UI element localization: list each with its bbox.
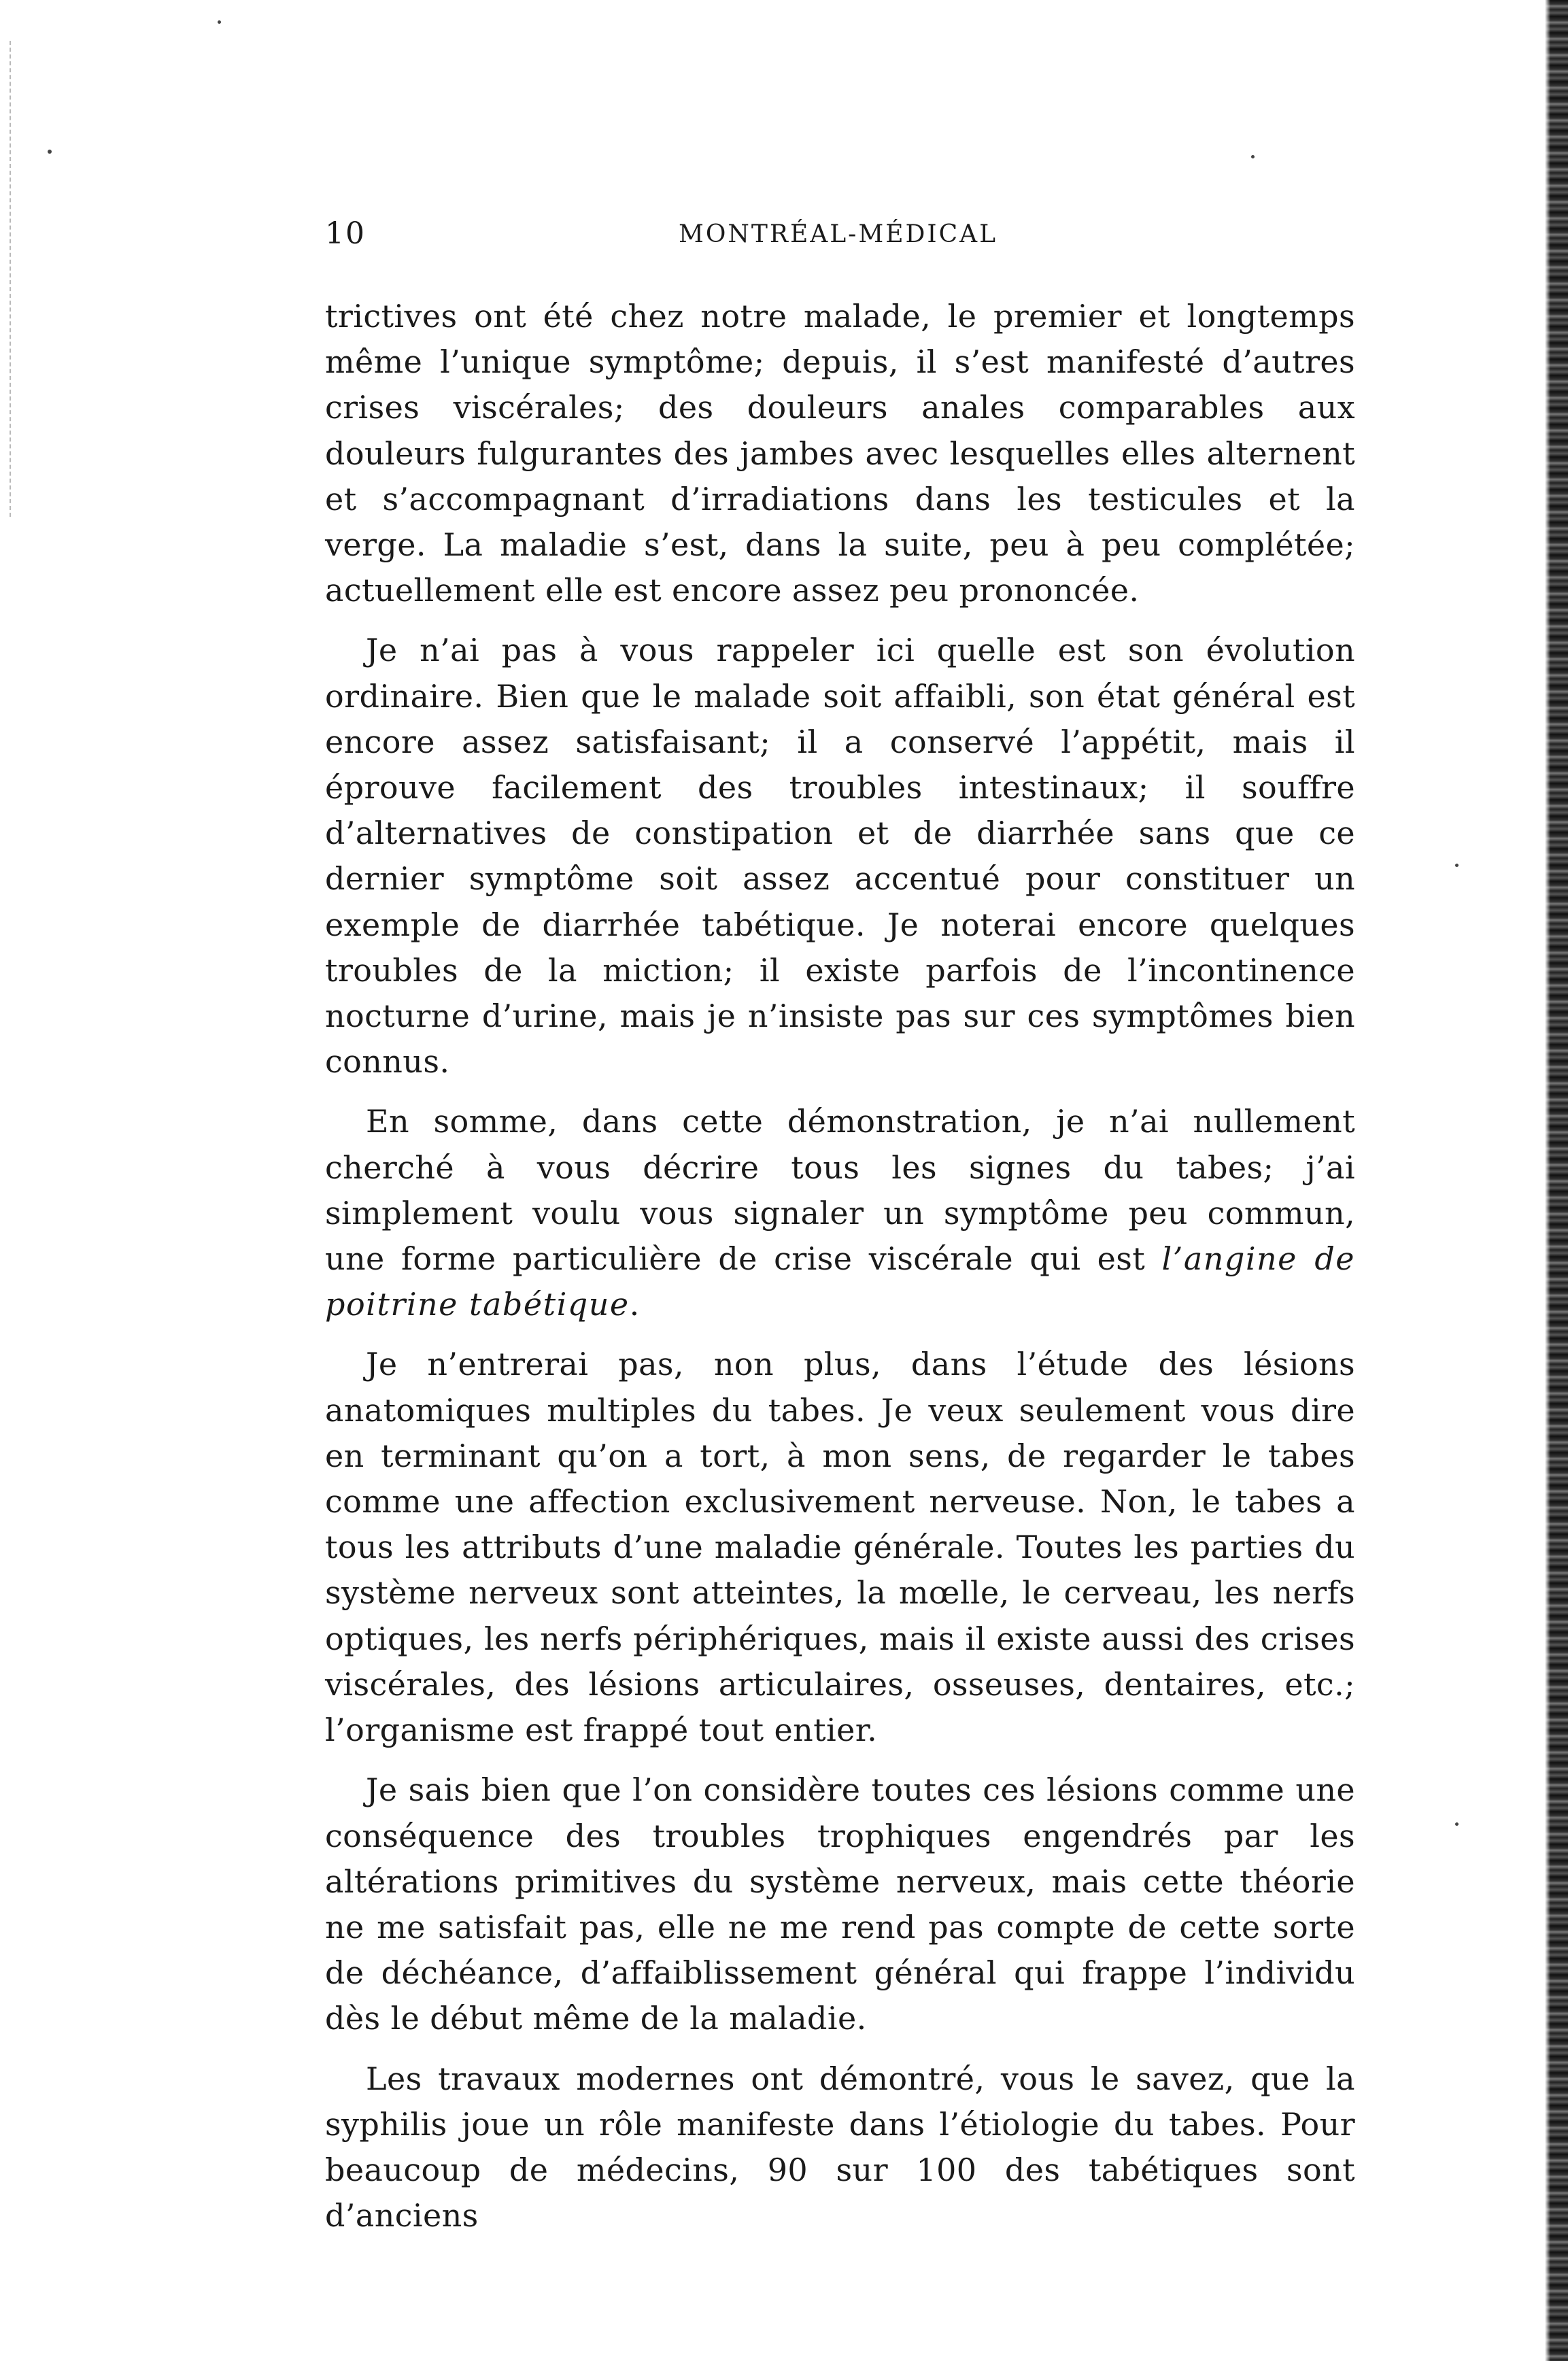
- paragraph-5: Je sais bien que l’on considère toutes ces lésions comme une conséquence des troubles trophiques engendrés par les altérations primitives du système nerveux, mais cette théorie ne me satisfait pas, elle ne me rend pas compte de cette sorte de déchéance, d’affaiblissement général qui frappe l’individu dès le début même de la maladie.: [325, 1771, 1355, 2037]
- paragraph-4: Je n’entrerai pas, non plus, dans l’étude des lésions anatomiques multiples du tabes. Je veux seulement vous dire en terminant qu’on a tort, à mon sens, de regarder le tabes comme une affection exclusivement nerveuse. Non, le tabes a tous les attributs d’une maladie générale. Toutes les parties du système nerveux sont atteintes, la mœlle, le cerveau, les nerfs optiques, les nerfs périphériques, mais il existe aussi des crises viscérales, des lésions articulaires, osseuses, dentaires, etc.; l’organisme est frappé tout entier.: [325, 1346, 1355, 1749]
- paragraph-3-text: En somme, dans cette démonstration, je n’ai nullement cherché à vous décrire tous les signes du tabes; j’ai simplement voulu vous signaler un symptôme peu commun, une forme particulière de crise viscérale qui est: [325, 1103, 1355, 1278]
- paragraph-6: Les travaux modernes ont démontré, vous le savez, que la syphilis joue un rôle manifeste dans l’étiologie du tabes. Pour beaucoup de médecins, 90 sur 100 des tabétiques sont d’anciens: [325, 2060, 1355, 2235]
- running-header: [325, 216, 1355, 257]
- scan-speck: [218, 20, 221, 24]
- binding-edge: [1545, 0, 1568, 2361]
- page-number: 10: [325, 216, 366, 251]
- scan-speck: [1455, 864, 1459, 867]
- paragraph-2: Je n’ai pas à vous rappeler ici quelle est son évolution ordinaire. Bien que le malade soit affaibli, son état général est encore assez satisfaisant; il a conservé l’appétit, mais il éprouve facilement des troubles intestinaux; il souffre d’alternatives de constipation et de diarrhée sans que ce dernier symptôme soit assez accentué pour constituer un exemple de diarrhée tabétique. Je noterai encore quelques troubles de la miction; il existe parfois de l’incontinence nocturne d’urine, mais je n’insiste pas sur ces symptômes bien connus.: [325, 632, 1355, 1081]
- paragraph-3-end: .: [629, 1286, 640, 1323]
- scan-margin-mark: [10, 41, 12, 517]
- paragraph-3-italic: l’angine de poitrine tabétique: [325, 1240, 1355, 1323]
- paragraph-1: trictives ont été chez notre malade, le premier et longtemps même l’unique symptôme; depuis, il s’est manifesté d’autres crises viscérales; des douleurs anales comparables aux douleurs fulgurantes des jambes avec lesquelles elles alternent et s’accompagnant d’irradiations dans les testicules et la verge. La maladie s’est, dans la suite, peu à peu complétée; actuellement elle est encore assez peu prononcée.: [325, 298, 1355, 609]
- paragraph-3: [325, 1099, 1355, 1327]
- running-title: MONTRÉAL-MÉDICAL: [679, 220, 998, 248]
- scan-speck: [1251, 155, 1255, 158]
- body-text: [325, 294, 1355, 2239]
- scan-speck: [1455, 1822, 1459, 1826]
- scan-speck: [48, 150, 52, 154]
